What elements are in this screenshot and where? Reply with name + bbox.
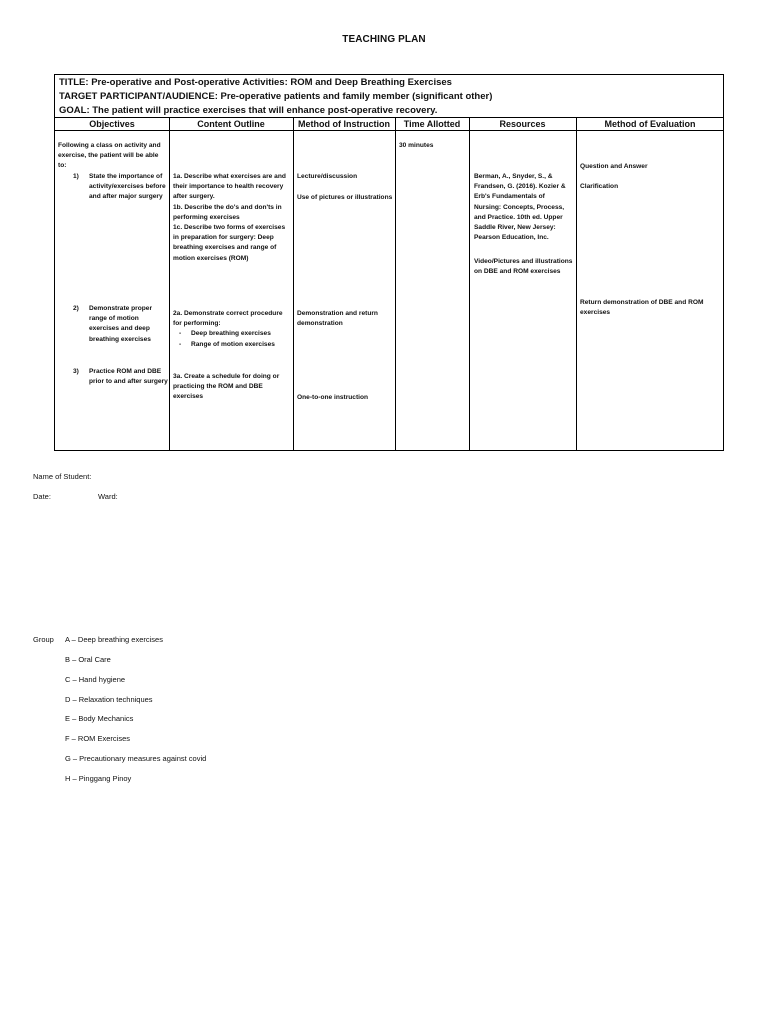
method-item: One-to-one instruction	[297, 394, 369, 401]
objective-text: Demonstrate proper range of motion exercises and deep breathing exercises	[89, 305, 153, 343]
group-label: Group	[33, 635, 54, 644]
objectives-intro: Following a class on activity and exercise, the patient will be able to:	[58, 142, 161, 170]
date-label: Date:	[33, 492, 51, 501]
group-item: E – Body Mechanics	[65, 714, 134, 723]
bullet-dash: -	[179, 340, 182, 348]
page-title: TEACHING PLAN	[342, 34, 426, 45]
group-item: G – Precautionary measures against covid	[65, 754, 207, 763]
time-allotted-value: 30 minutes	[399, 142, 434, 149]
objective-item	[73, 367, 167, 402]
column-header-method-of-evaluation: Method of Evaluation	[604, 119, 696, 129]
column-divider	[169, 118, 170, 450]
column-divider	[395, 118, 396, 450]
method-item: Demonstration and return demonstration	[297, 310, 378, 328]
objective-number: 2)	[73, 305, 79, 312]
content-text: 2a. Demonstrate correct procedure for performing:	[173, 310, 283, 328]
objective-number: 1)	[73, 173, 79, 180]
evaluation-item: Clarification	[580, 183, 619, 190]
bullet-dash: -	[179, 330, 182, 338]
title-line: TITLE: Pre-operative and Post-operative Activities: ROM and Deep Breathing Exercises	[59, 77, 452, 88]
group-item: H – Pinggang Pinoy	[65, 774, 132, 783]
method-item: Use of pictures or illustrations	[297, 194, 393, 201]
column-header-row	[55, 118, 723, 131]
target-audience-line: TARGET PARTICIPANT/AUDIENCE: Pre-operative patients and family member (significant other)	[59, 91, 493, 102]
content-item: 1b. Describe the do's and don'ts in performing exercises	[173, 204, 282, 222]
bullet-text: Range of motion exercises	[191, 340, 275, 348]
goal-line: GOAL: The patient will practice exercises that will enhance post-operative recovery.	[59, 105, 438, 116]
evaluation-item: Return demonstration of DBE and ROM exercises	[580, 299, 704, 317]
group-item: C – Hand hygiene	[65, 675, 126, 684]
column-header-time-allotted: Time Allotted	[403, 119, 461, 129]
ward-label: Ward:	[98, 492, 118, 501]
group-item: B – Oral Care	[65, 655, 111, 664]
bullet-text: Deep breathing exercises	[191, 330, 271, 338]
content-item	[173, 309, 289, 350]
column-divider	[469, 118, 470, 450]
evaluation-item: Question and Answer	[580, 163, 648, 170]
content-item: 1c. Describe two forms of exercises in preparation for surgery: Deep breathing exercises and range of motion exercises (ROM)	[173, 224, 286, 262]
objective-item	[73, 172, 167, 217]
objective-item	[73, 304, 167, 349]
content-item: 3a. Create a schedule for doing or practicing the ROM and DBE exercises	[173, 373, 280, 401]
list-item	[173, 340, 289, 350]
group-item: A – Deep breathing exercises	[65, 635, 163, 644]
column-divider	[293, 118, 294, 450]
resource-item: Berman, A., Snyder, S., & Frandsen, G. (2016). Kozier & Erb's Fundamentals of Nursing: Concepts, Process, and Practice. 10th ed. Upper Saddle River, New Jersey: Pearson Education, Inc.	[474, 173, 566, 242]
group-item: D – Relaxation techniques	[65, 695, 153, 704]
column-header-method-of-instruction: Method of Instruction	[298, 119, 390, 129]
content-item: 1a. Describe what exercises are and their importance to health recovery after surgery.	[173, 173, 286, 201]
column-divider	[576, 118, 577, 450]
resource-item: Video/Pictures and illustrations on DBE and ROM exercises	[474, 258, 573, 276]
objective-text: State the importance of activity/exercises before and after major surgery	[89, 173, 166, 201]
column-header-objectives: Objectives	[89, 119, 135, 129]
column-header-resources: Resources	[499, 119, 546, 129]
group-list	[33, 635, 433, 795]
objective-number: 3)	[73, 368, 79, 375]
column-header-content-outline: Content Outline	[197, 119, 265, 129]
method-item: Lecture/discussion	[297, 173, 358, 180]
student-name-label: Name of Student:	[33, 472, 92, 481]
list-item	[173, 329, 289, 339]
group-item: F – ROM Exercises	[65, 734, 131, 743]
teaching-plan-table	[54, 74, 724, 451]
plan-header	[55, 75, 723, 118]
objective-text: Practice ROM and DBE prior to and after surgery	[89, 368, 168, 386]
